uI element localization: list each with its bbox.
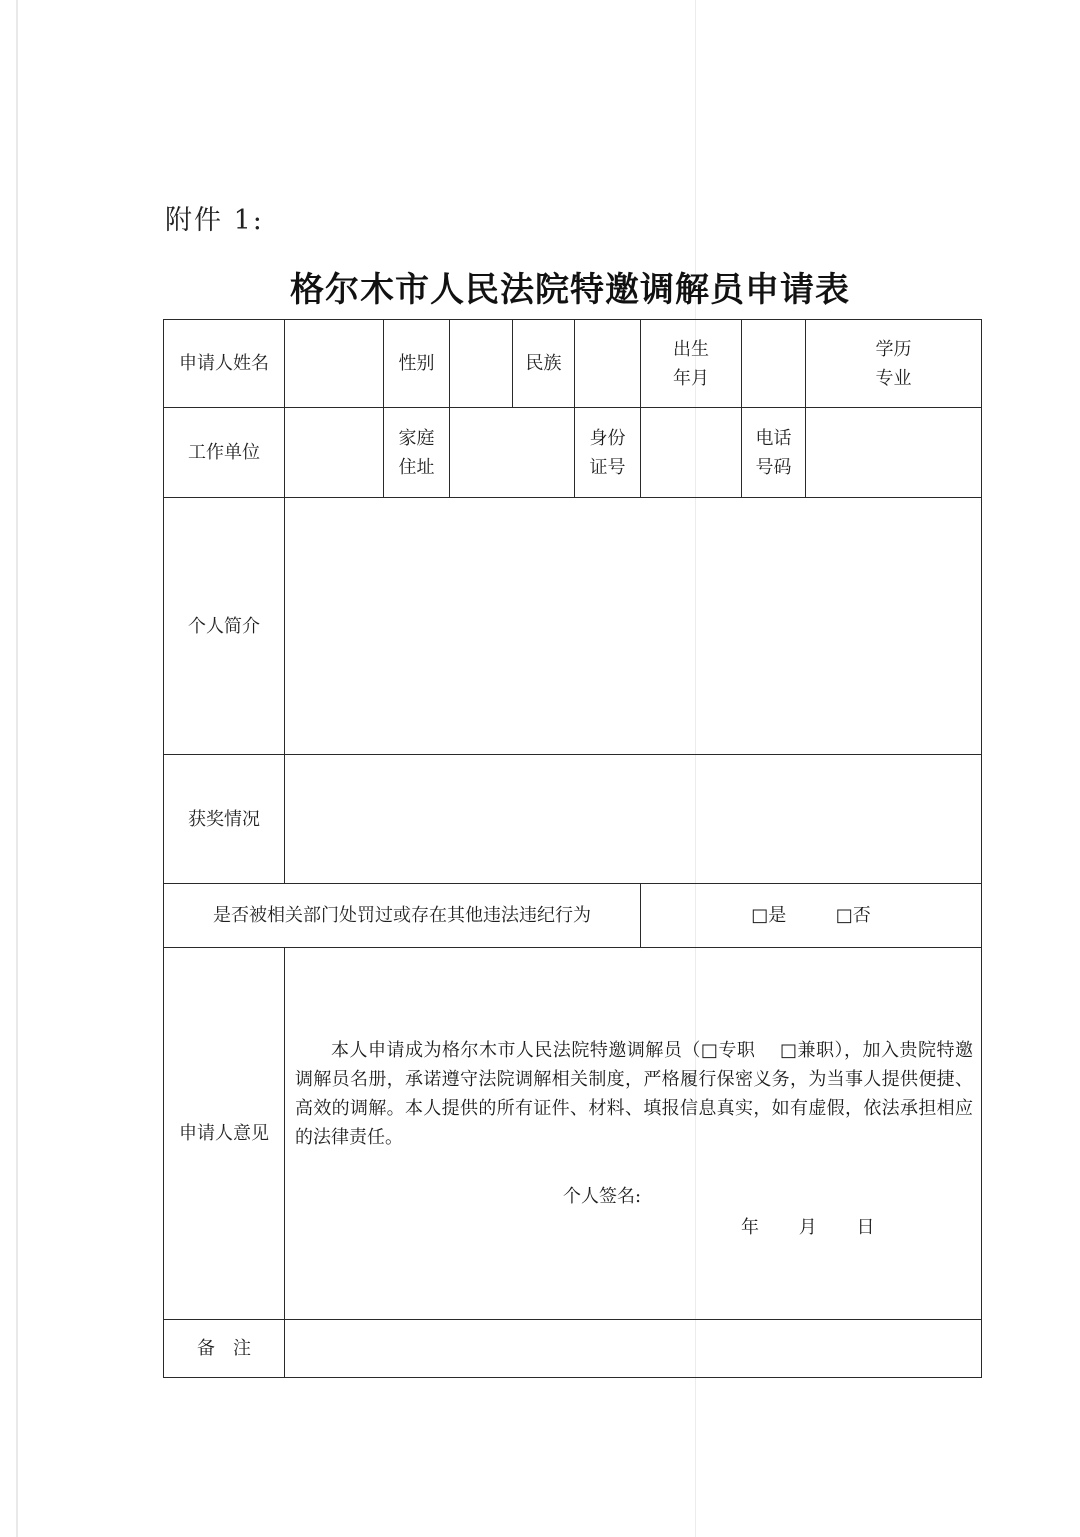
label-birth-line1: 出生 bbox=[673, 338, 709, 360]
label-phone-line1: 电话 bbox=[755, 427, 792, 449]
application-form-table bbox=[163, 319, 982, 408]
label-education-line2: 专业 bbox=[875, 367, 912, 389]
row-contact-info bbox=[164, 408, 982, 498]
opinion-cell bbox=[285, 948, 982, 1320]
label-home-address bbox=[384, 408, 450, 498]
label-education-line1: 学历 bbox=[875, 338, 912, 360]
field-phone[interactable] bbox=[806, 408, 982, 498]
label-violation-question: 是否被相关部门处罚过或存在其他违法违纪行为 bbox=[164, 884, 641, 948]
field-applicant-name[interactable] bbox=[285, 320, 384, 408]
opinion-statement: 本人申请成为格尔木市人民法院特邀调解员（□专职 □兼职），加入贵院特邀调解员名册，承诺遵守法院调解相关制度，严格履行保密义务，为当事人提供便捷、高效的调解。本人提供的所有证件、材料、填报信息真实，如有虚假，依法承担相应的法律责任。 bbox=[295, 1040, 973, 1148]
date-day: 日 bbox=[856, 1217, 875, 1238]
label-id-number bbox=[575, 408, 641, 498]
field-gender[interactable] bbox=[450, 320, 513, 408]
checkbox-yes[interactable]: □是 bbox=[751, 905, 787, 926]
field-birth-date[interactable] bbox=[742, 320, 806, 408]
field-work-unit[interactable] bbox=[285, 408, 384, 498]
field-ethnicity[interactable] bbox=[575, 320, 641, 408]
label-id-line1: 身份 bbox=[589, 427, 626, 449]
signature-label: 个人签名: bbox=[563, 1186, 642, 1207]
field-home-address[interactable] bbox=[450, 408, 575, 498]
label-birth-line2: 年月 bbox=[673, 367, 709, 389]
label-remarks: 备 注 bbox=[164, 1320, 285, 1378]
label-awards: 获奖情况 bbox=[164, 755, 285, 884]
row-basic-info bbox=[164, 320, 982, 408]
label-address-line2: 住址 bbox=[398, 456, 435, 478]
label-id-line2: 证号 bbox=[589, 456, 626, 478]
label-birth-date bbox=[641, 320, 742, 408]
row-violation bbox=[164, 884, 982, 948]
violation-options bbox=[641, 884, 982, 948]
field-remarks[interactable] bbox=[285, 1320, 982, 1378]
row-profile bbox=[164, 498, 982, 755]
row-remarks bbox=[164, 1320, 982, 1378]
label-work-unit: 工作单位 bbox=[164, 408, 285, 498]
checkbox-no[interactable]: □否 bbox=[835, 905, 871, 926]
row-opinion bbox=[164, 948, 982, 1320]
form-title: 格尔木市人民法院特邀调解员申请表 bbox=[290, 270, 850, 310]
date-month: 月 bbox=[798, 1217, 817, 1238]
application-form-table-body bbox=[163, 407, 982, 1378]
field-awards[interactable] bbox=[285, 755, 982, 884]
attachment-label: 附件 1: bbox=[165, 205, 264, 236]
date-line bbox=[295, 1213, 973, 1242]
field-id-number[interactable] bbox=[641, 408, 742, 498]
label-profile: 个人简介 bbox=[164, 498, 285, 755]
scan-edge bbox=[16, 0, 18, 1537]
date-year: 年 bbox=[741, 1217, 759, 1238]
label-education bbox=[806, 320, 982, 408]
label-phone-line2: 号码 bbox=[755, 456, 792, 478]
label-address-line1: 家庭 bbox=[398, 427, 435, 449]
label-gender: 性别 bbox=[384, 320, 450, 408]
label-phone bbox=[742, 408, 806, 498]
label-applicant-name: 申请人姓名 bbox=[164, 320, 285, 408]
label-ethnicity: 民族 bbox=[513, 320, 575, 408]
label-applicant-opinion: 申请人意见 bbox=[164, 948, 285, 1320]
field-profile[interactable] bbox=[285, 498, 982, 755]
row-awards bbox=[164, 755, 982, 884]
